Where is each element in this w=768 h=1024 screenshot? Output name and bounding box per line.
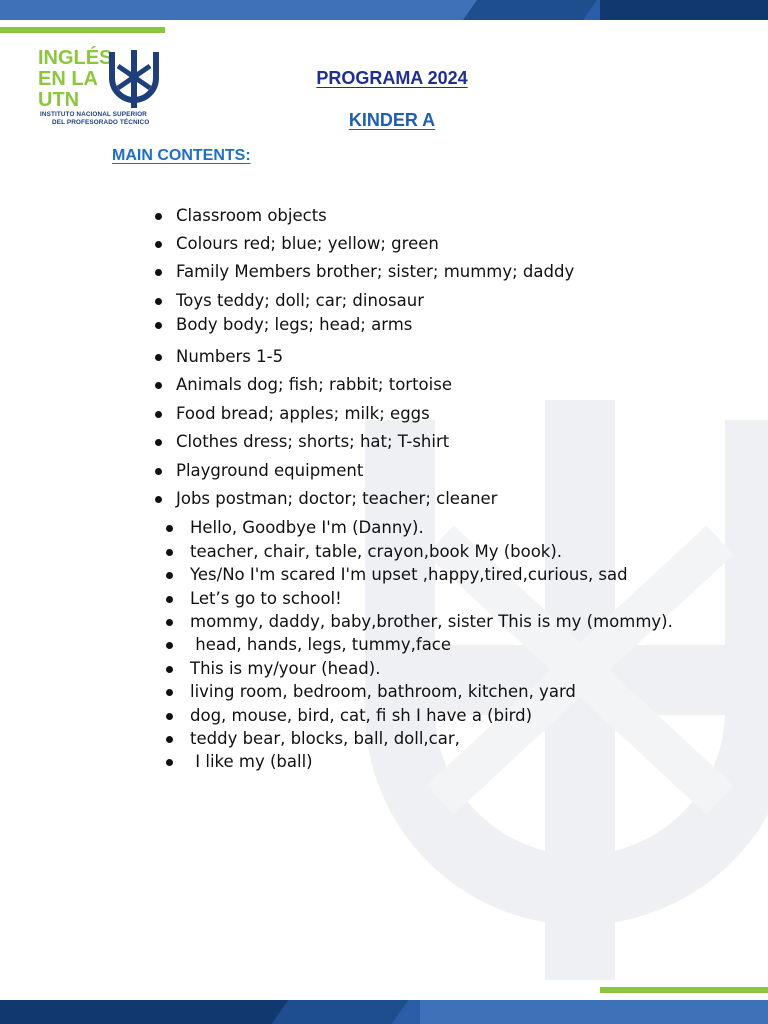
list-item-text: teacher, chair, table, crayon,book My (book). <box>190 542 563 561</box>
bottom-green-stripe <box>600 987 768 993</box>
logo-line-3: UTN <box>38 89 80 111</box>
list-item-text: Clothes dress; shorts; hat; T-shirt <box>176 432 450 451</box>
bullet-icon <box>155 354 162 361</box>
list-item-text: head, hands, legs, tummy,face <box>190 635 452 654</box>
top-banner <box>0 0 768 20</box>
bullet-icon <box>155 298 162 305</box>
bottom-banner <box>0 1000 768 1024</box>
list-item-text: Let’s go to school! <box>190 589 342 608</box>
list-item-text: Jobs postman; doctor; teacher; cleaner <box>176 489 498 508</box>
list-item-text: dog, mouse, bird, cat, fi sh I have a (bird) <box>190 706 533 725</box>
logo-line-1: INGLÉS <box>38 47 113 69</box>
list-item-text: Body body; legs; head; arms <box>176 315 413 334</box>
list-item-text: Classroom objects <box>176 206 327 225</box>
logo-line-2: EN LA <box>38 68 98 90</box>
bullet-icon <box>166 666 173 673</box>
top-green-stripe <box>0 27 165 33</box>
bullet-icon <box>155 411 162 418</box>
bullet-icon <box>155 213 162 220</box>
bullet-icon <box>155 322 162 329</box>
bullet-icon <box>166 619 173 626</box>
list-item-text: I like my (ball) <box>190 752 313 771</box>
bullet-icon <box>166 759 173 766</box>
bullet-icon <box>155 468 162 475</box>
list-item-text: Numbers 1-5 <box>176 347 284 366</box>
list-item-text: Yes/No I'm scared I'm upset ,happy,tired,curious, sad <box>190 565 628 584</box>
bullet-icon <box>166 525 173 532</box>
bullet-icon <box>155 241 162 248</box>
section-heading: MAIN CONTENTS: <box>112 147 251 164</box>
list-item-text: teddy bear, blocks, ball, doll,car, <box>190 729 460 748</box>
list-item-text: Playground equipment <box>176 461 364 480</box>
bullet-icon <box>166 736 173 743</box>
list-item-text: mommy, daddy, baby,brother, sister This is my (mommy). <box>190 612 673 631</box>
list-item-text: Animals dog; fish; rabbit; tortoise <box>176 375 452 394</box>
list-item-text: Colours red; blue; yellow; green <box>176 234 439 253</box>
bullet-icon <box>155 496 162 503</box>
page-title: PROGRAMA 2024 <box>316 68 468 88</box>
bullet-icon <box>155 439 162 446</box>
page-subtitle: KINDER A <box>348 110 436 130</box>
bullet-icon <box>166 642 173 649</box>
logo-institute-line-2: DEL PROFESORADO TÉCNICO <box>52 119 150 126</box>
bullet-icon <box>166 572 173 579</box>
bullet-icon <box>155 269 162 276</box>
bullet-icon <box>166 596 173 603</box>
list-item-text: This is my/your (head). <box>190 659 381 678</box>
list-item-text: Hello, Goodbye I'm (Danny). <box>190 518 424 537</box>
list-item-text: living room, bedroom, bathroom, kitchen, yard <box>190 682 576 701</box>
bullet-icon <box>166 713 173 720</box>
logo-institute-line-1: INSTITUTO NACIONAL SUPERIOR <box>40 111 147 118</box>
list-item-text: Family Members brother; sister; mummy; daddy <box>176 262 575 281</box>
bullet-icon <box>166 689 173 696</box>
list-item-text: Toys teddy; doll; car; dinosaur <box>176 291 424 310</box>
bullet-icon <box>166 549 173 556</box>
list-item-text: Food bread; apples; milk; eggs <box>176 404 430 423</box>
bullet-icon <box>155 382 162 389</box>
